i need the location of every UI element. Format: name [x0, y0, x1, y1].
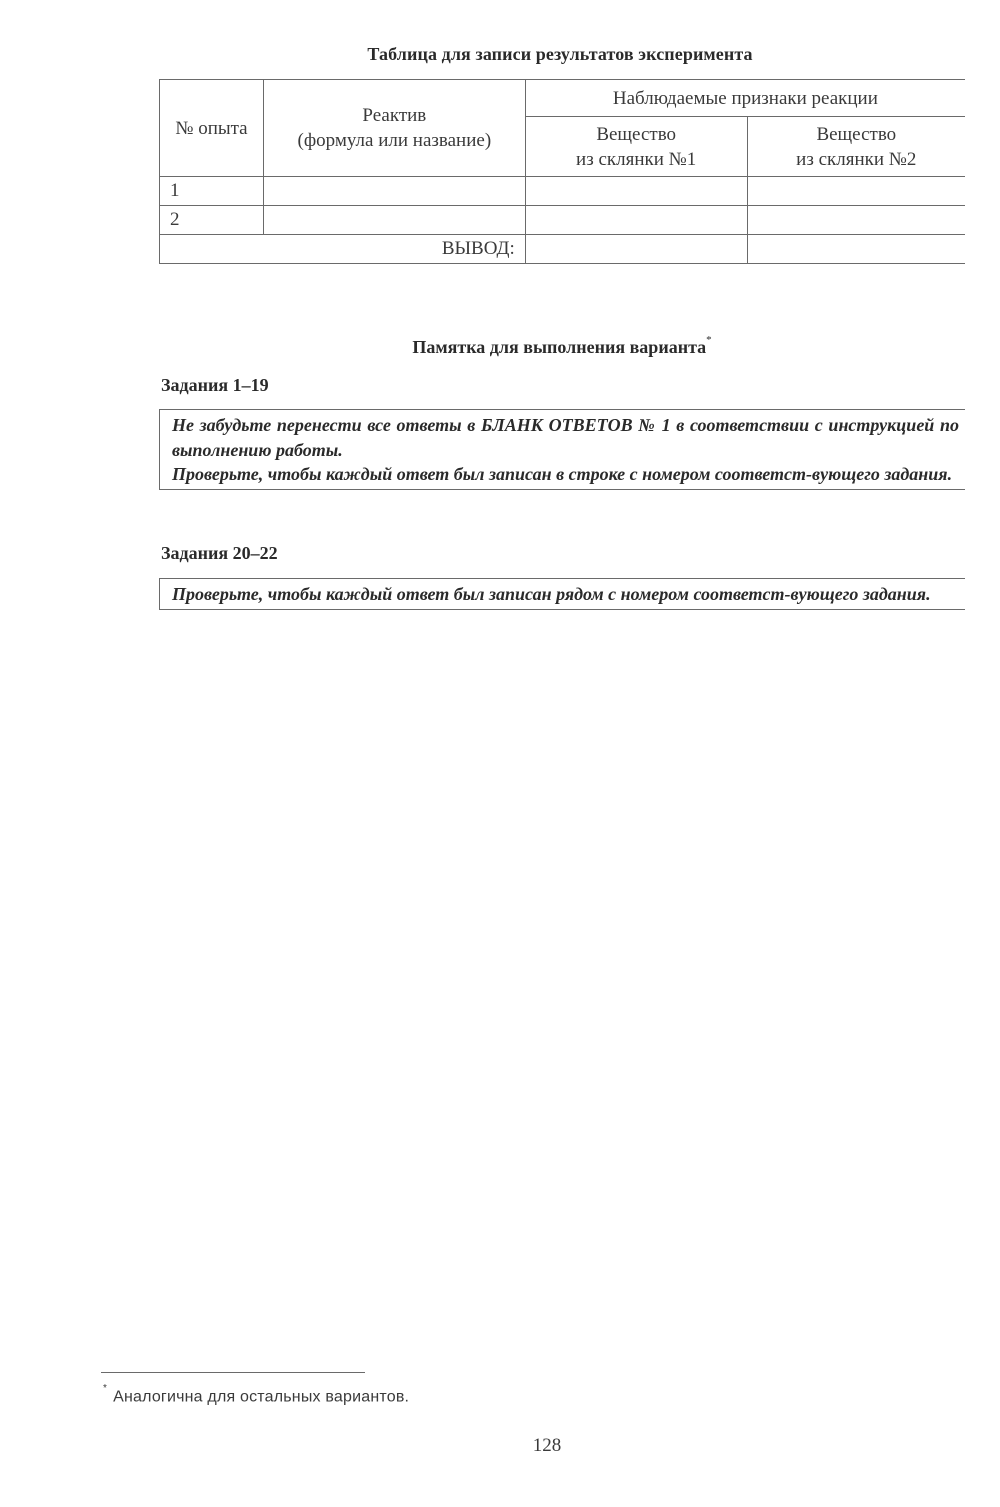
- table-title: Таблица для записи результатов эксперимента: [367, 44, 753, 64]
- instruction-text: Проверьте, чтобы каждый ответ был записан в строке с номером соответст-вующего задания.: [172, 464, 953, 484]
- footnote: * Аналогична для остальных вариантов.: [103, 1383, 410, 1406]
- substance-1-cell: [525, 177, 747, 206]
- footnote-marker: *: [103, 1383, 108, 1394]
- reagent-cell: [263, 177, 525, 206]
- header-substance-1: Вещество из склянки №1: [525, 117, 747, 177]
- instruction-box-20-22: [159, 578, 965, 610]
- section-heading-20-22: Задания 20–22: [161, 543, 278, 563]
- footnote-marker: *: [706, 334, 712, 346]
- instruction-text: Не забудьте перенести все ответы в БЛАНК ОТВЕТОВ № 1 в соответствии с инструкцией по выполнению работы.: [172, 415, 959, 460]
- page-number: 128: [532, 1435, 562, 1456]
- memo-title: Памятка для выполнения варианта*: [412, 334, 712, 357]
- instruction-box-1-19: [159, 409, 965, 490]
- reagent-cell: [263, 206, 525, 235]
- table-row: [160, 177, 966, 206]
- row-number: 1: [160, 177, 264, 206]
- results-table: [159, 79, 965, 264]
- conclusion-row: [160, 235, 966, 264]
- instruction-text: Проверьте, чтобы каждый ответ был записан рядом с номером соответст-вующего задания.: [172, 584, 931, 604]
- substance-1-cell: [525, 206, 747, 235]
- substance-2-cell: [747, 177, 965, 206]
- header-observed-signs: Наблюдаемые признаки реакции: [525, 80, 965, 117]
- conclusion-label: ВЫВОД:: [160, 235, 526, 264]
- substance-2-cell: [747, 206, 965, 235]
- section-heading-1-19: Задания 1–19: [161, 375, 269, 395]
- header-experiment-number: № опыта: [160, 80, 264, 177]
- table-row: [160, 206, 966, 235]
- footnote-divider: [101, 1372, 365, 1373]
- header-substance-2: Вещество из склянки №2: [747, 117, 965, 177]
- row-number: 2: [160, 206, 264, 235]
- header-reagent: Реактив (формула или название): [263, 80, 525, 177]
- conclusion-cell-1: [525, 235, 747, 264]
- conclusion-cell-2: [747, 235, 965, 264]
